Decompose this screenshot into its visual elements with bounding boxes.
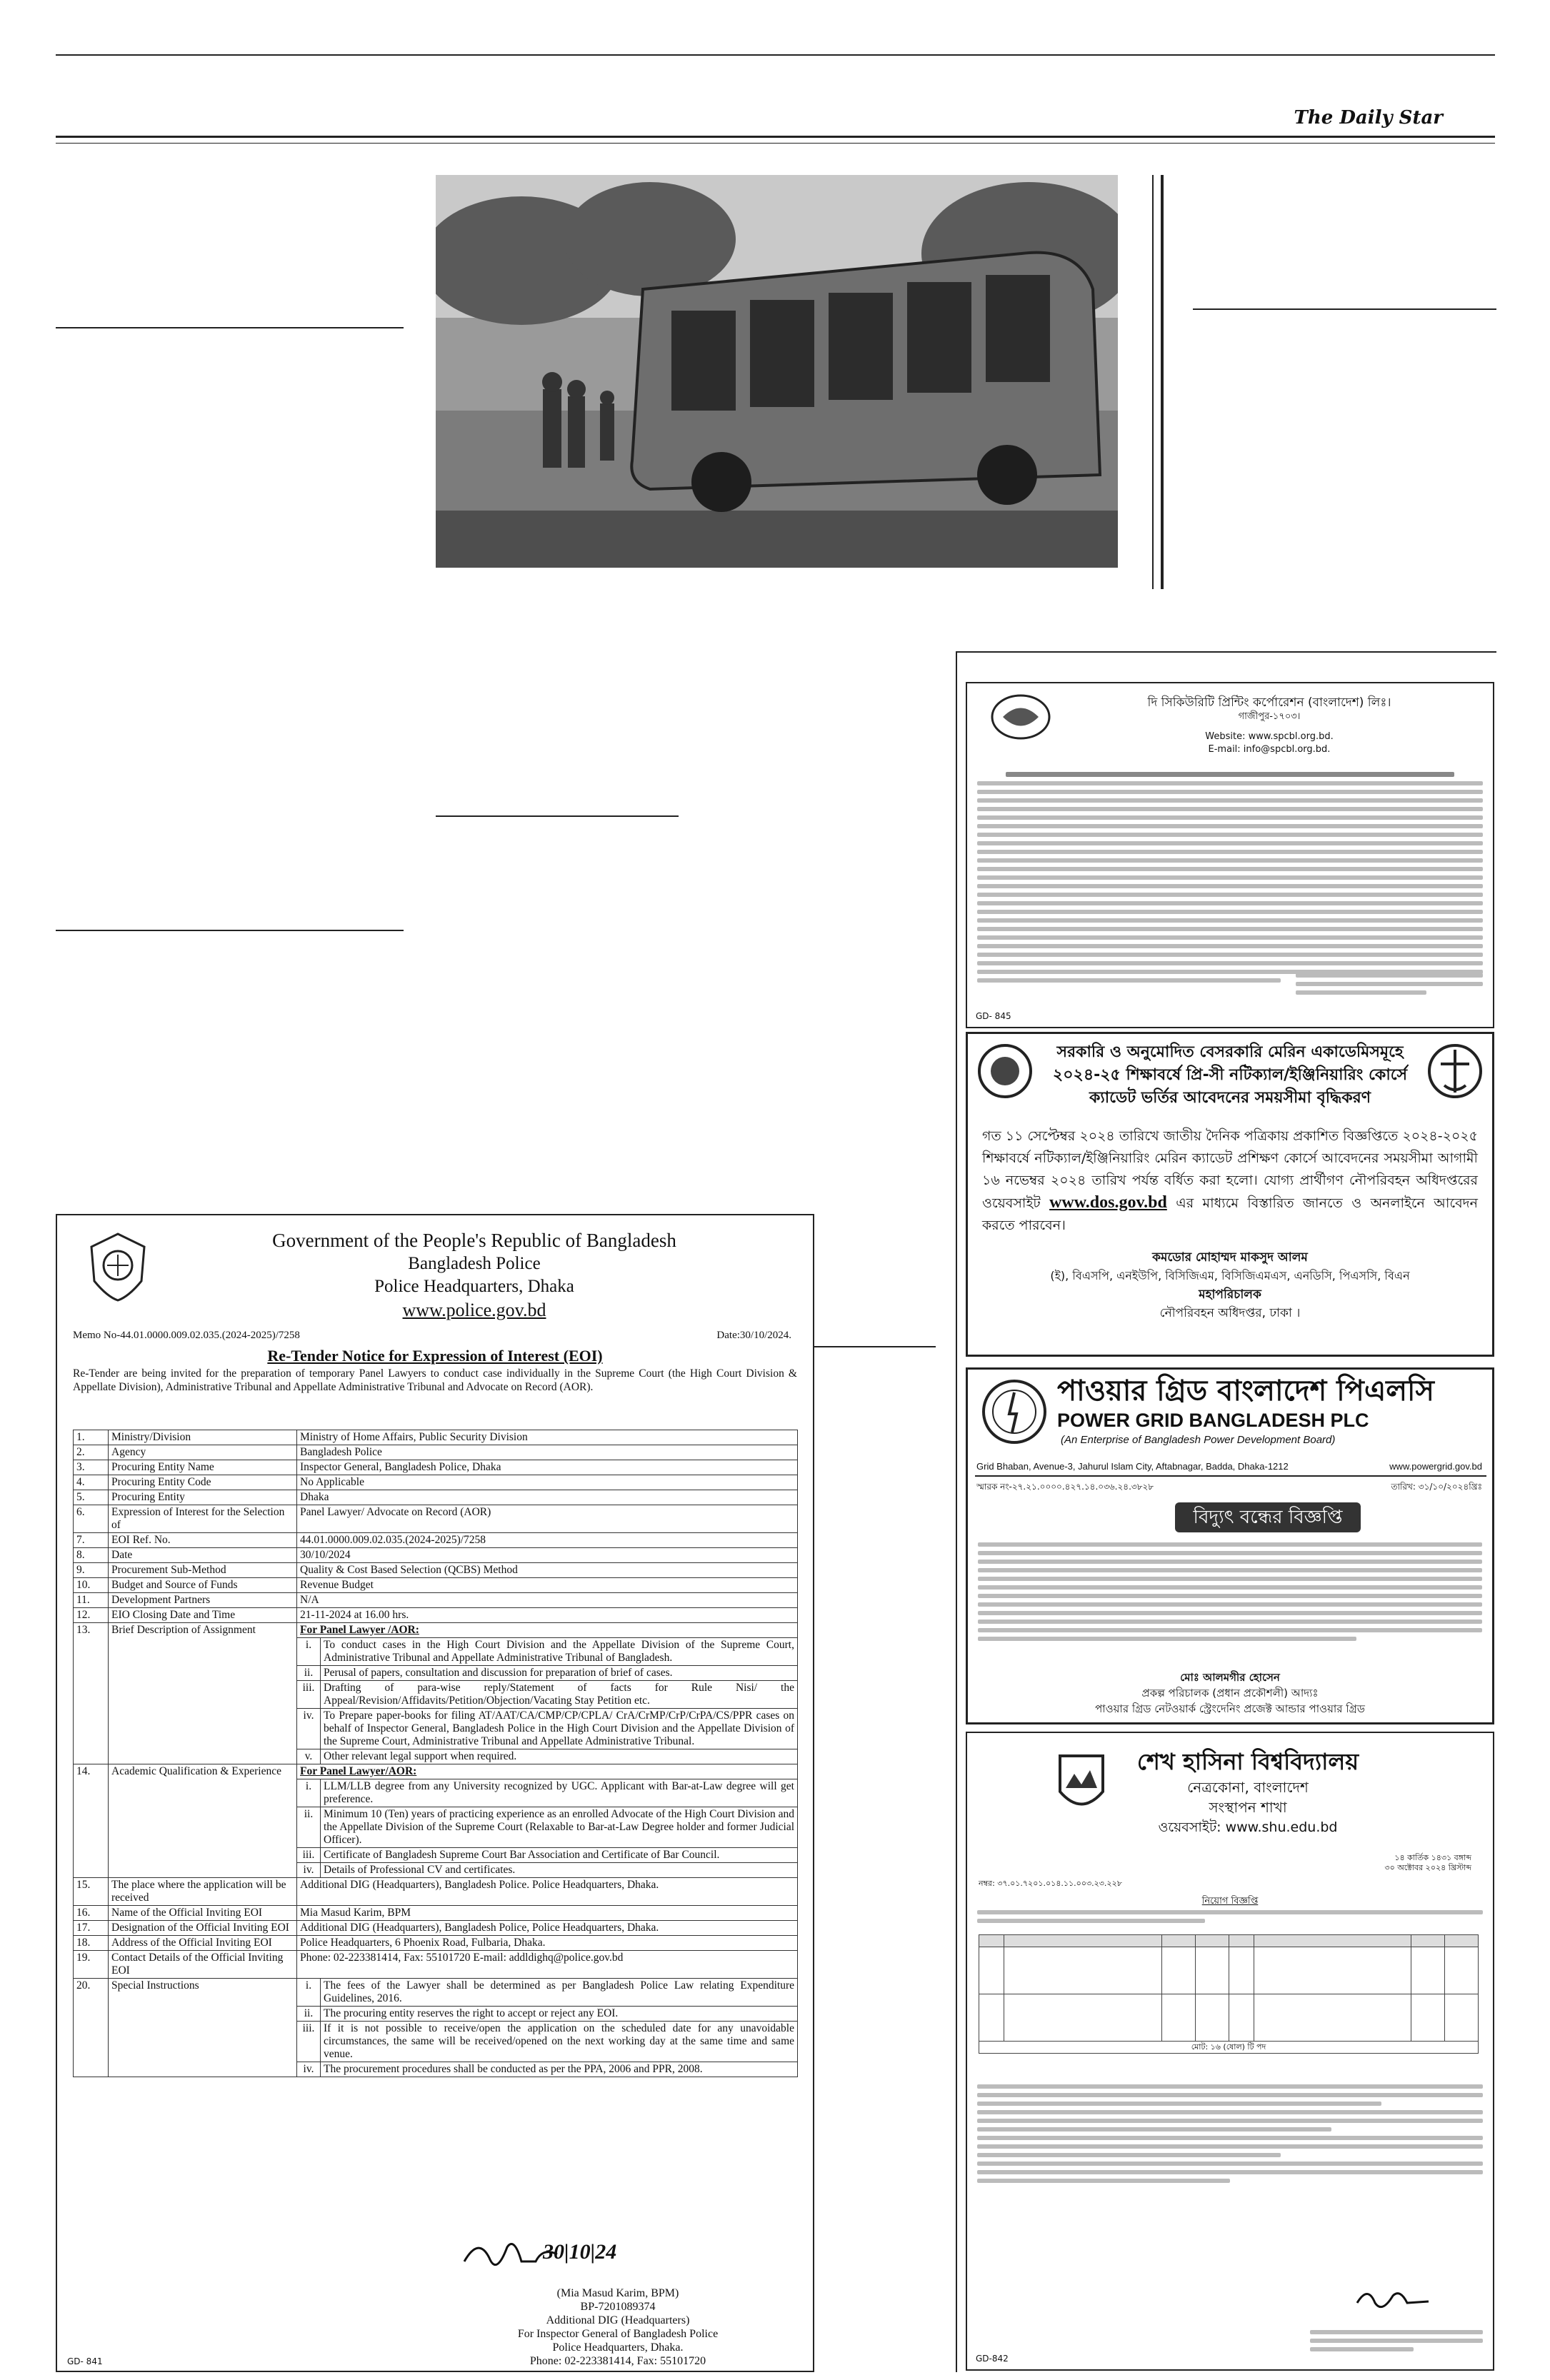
pgcb-sig-name: মোঃ আলমগীর হোসেন	[1180, 1671, 1280, 1684]
eoi-row-label: EOI Ref. No.	[109, 1533, 297, 1548]
eoi-item-index: i.	[297, 1779, 321, 1807]
shu-intro-text	[977, 1906, 1483, 1927]
eoi-row-number: 8.	[74, 1548, 109, 1563]
eoi-item-text: Other relevant legal support when required.	[321, 1749, 798, 1764]
eoi-row-value: 44.01.0000.009.02.035.(2024-2025)/7258	[297, 1533, 798, 1548]
shu-section: সংস্থাপন শাখা	[1209, 1799, 1287, 1816]
eoi-row-number: 15.	[74, 1878, 109, 1906]
eoi-row	[74, 1578, 798, 1593]
eoi-item-index: ii.	[297, 1666, 321, 1681]
eoi-row-label: Procuring Entity Code	[109, 1475, 297, 1490]
eoi-item-index: iii.	[297, 1681, 321, 1709]
eoi-website[interactable]: www.police.gov.bd	[402, 1300, 546, 1320]
spcbl-website[interactable]: Website: www.spcbl.org.bd.	[1205, 731, 1334, 742]
shu-advertisement	[966, 1732, 1494, 2371]
eoi-intro: Re-Tender are being invited for the preparation of temporary Panel Lawyers to conduct case individually in the Supreme Court (the High Court Division & Appellate Division), Administrative Tribunal and Appellate Administrative Tribunal and Advocate on Record (AOR).	[73, 1367, 797, 1393]
eoi-row-value: Panel Lawyer/ Advocate on Record (AOR)	[297, 1505, 798, 1533]
eoi-row-number: 20.	[74, 1979, 109, 2077]
eoi-row-label: Expression of Interest for the Selection of	[109, 1505, 297, 1533]
eoi-row	[74, 1548, 798, 1563]
signer-name: (Mia Masud Karim, BPM)	[556, 2287, 679, 2299]
eoi-row-label: Procuring Entity Name	[109, 1460, 297, 1475]
eoi-row	[74, 1445, 798, 1460]
signature-date: 30|10|24	[543, 2240, 617, 2264]
eoi-memo: Memo No-44.01.0000.009.02.035.(2024-2025)/7258	[73, 1330, 300, 1341]
shu-signer-text	[1310, 2326, 1483, 2356]
signer-phone: Phone: 02-223381414, Fax: 55101720	[529, 2355, 706, 2367]
eoi-row-label: Brief Description of Assignment	[109, 1623, 297, 1764]
eoi-item-text: The procurement procedures shall be conducted as per the PPA, 2006 and PPR, 2008.	[321, 2062, 798, 2077]
spcbl-email[interactable]: E-mail: info@spcbl.org.bd.	[1208, 744, 1331, 755]
eoi-row	[74, 1563, 798, 1578]
eoi-row-value: Phone: 02-223381414, Fax: 55101720 E-mail: addldighq@police.gov.bd	[297, 1951, 798, 1979]
eoi-item-index: iii.	[297, 2022, 321, 2062]
shu-logo	[1053, 1749, 1110, 1820]
eoi-row-value: Bangladesh Police	[297, 1445, 798, 1460]
eoi-row-value: No Applicable	[297, 1475, 798, 1490]
eoi-row	[74, 1490, 798, 1505]
eoi-row-number: 18.	[74, 1936, 109, 1951]
shu-gd-code: GD-842	[976, 2354, 1009, 2364]
eoi-row	[74, 1623, 798, 1638]
eoi-row-label: Agency	[109, 1445, 297, 1460]
eoi-row-label: Name of the Official Inviting EOI	[109, 1906, 297, 1921]
pgcb-banner: বিদ্যুৎ বন্ধের বিজ্ঞপ্তি	[1175, 1502, 1361, 1532]
shu-date-bn: ১৪ কার্তিক ১৪৩১ বঙ্গাব্দ	[1394, 1853, 1471, 1862]
shu-date-en: ৩০ অক্টোবর ২০২৪ খ্রিস্টাব্দ	[1384, 1863, 1471, 1872]
eoi-gd-code: GD- 841	[67, 2356, 103, 2366]
pgcb-address-rule	[975, 1475, 1486, 1477]
pgcb-body-text	[978, 1538, 1482, 1645]
eoi-row	[74, 1608, 798, 1623]
marine-sig-cred: (ই), বিএসপি, এনইউপি, বিসিজিএম, বিসিজিএমএস, এনডিসি, পিএসসি, বিএন	[1050, 1269, 1410, 1282]
eoi-row-number: 16.	[74, 1906, 109, 1921]
eoi-row-head: For Panel Lawyer /AOR:	[297, 1623, 798, 1638]
marine-line3: ক্যাডেট ভর্তির আবেদনের সময়সীমা বৃদ্ধিকরণ	[1089, 1089, 1371, 1107]
eoi-subrow	[74, 1979, 798, 2007]
vertical-rule-right-2	[1152, 175, 1154, 589]
spcbl-gd-code: GD- 845	[976, 1011, 1011, 1021]
pgcb-tagline: (An Enterprise of Bangladesh Power Development Board)	[1061, 1434, 1336, 1446]
eoi-row-label: Ministry/Division	[109, 1430, 297, 1445]
eoi-item-index: ii.	[297, 2007, 321, 2022]
eoi-item-index: iv.	[297, 1709, 321, 1749]
eoi-table	[73, 1430, 798, 2077]
eoi-row-value: 21-11-2024 at 16.00 hrs.	[297, 1608, 798, 1623]
shu-place: নেত্রকোনা, বাংলাদেশ	[1187, 1779, 1309, 1796]
spcbl-signature-block	[1296, 969, 1483, 999]
eoi-row	[74, 1764, 798, 1779]
pgcb-memo: স্মারক নং-২৭.২১.০০০০.৪২৭.১৪.০৩৬.২৪.৩৮২৮	[976, 1482, 1154, 1492]
eoi-advertisement	[56, 1214, 814, 2372]
pgcb-web[interactable]: www.powergrid.gov.bd	[1389, 1461, 1482, 1472]
pgcb-en-name: POWER GRID BANGLADESH PLC	[1057, 1410, 1369, 1431]
masthead-rule-1	[56, 136, 1495, 138]
marine-body: গত ১১ সেপ্টেম্বর ২০২৪ তারিখে জাতীয় দৈনিক পত্রিকায় প্রকাশিত বিজ্ঞপ্তিতে ২০২৪-২০২৫ শিক্ষাবর্ষে নটিক্যাল/ইঞ্জিনিয়ারিং মেরিন ক্যাডেট প্রশিক্ষণ কোর্সে আবেদনের সময়সীমা আগামী ১৬ নভেম্বর ২০২৪ তারিখ পর্যন্ত বর্ধিত করা হলো। যোগ্য প্রার্থীগণ নৌপরিবহন অধিদপ্তরের ওয়েবসাইট	[982, 1128, 1478, 1211]
eoi-gov-title: Government of the People's Republic of Bangladesh	[272, 1230, 676, 1251]
eoi-row	[74, 1475, 798, 1490]
eoi-row	[74, 1460, 798, 1475]
eoi-row-number: 3.	[74, 1460, 109, 1475]
eoi-row-value: Inspector General, Bangladesh Police, Dhaka	[297, 1460, 798, 1475]
eoi-item-index: ii.	[297, 1807, 321, 1848]
eoi-item-text: Minimum 10 (Ten) years of practicing experience as an enrolled Advocate of the High Court Division and the Appellate Division of the Supreme Court (Relaxable to Bar-at-Law Degree holder and former Judicial Officer).	[321, 1807, 798, 1848]
signer-for: For Inspector General of Bangladesh Police	[517, 2328, 719, 2340]
eoi-row-label: Designation of the Official Inviting EOI	[109, 1921, 297, 1936]
eoi-row	[74, 1936, 798, 1951]
pgcb-advertisement	[966, 1367, 1494, 1724]
eoi-row	[74, 1951, 798, 1979]
pgcb-date: তারিখ: ৩১/১০/২০২৪খ্রিঃ	[1391, 1482, 1482, 1492]
eoi-row	[74, 1533, 798, 1548]
eoi-item-text: If it is not possible to receive/open the application on the scheduled date for any unavoidable circumstances, the same will be received/opened on the next working day at the same time and same venue.	[321, 2022, 798, 2062]
eoi-item-text: To Prepare paper-books for filing AT/AAT/CA/CMP/CP/CPLA/ CrA/CrMP/CrP/CrPA/CS/PPR cases on behalf of Inspector General, Bangladesh Police in the High Court Division and the Appellate Division of the Supreme Court, Administrative Tribunal and Appellate Administrative Tribunal.	[321, 1709, 798, 1749]
eoi-row-number: 6.	[74, 1505, 109, 1533]
signer-bp: BP-7201089374	[580, 2301, 656, 2313]
eoi-row-number: 4.	[74, 1475, 109, 1490]
eoi-row	[74, 1593, 798, 1608]
eoi-item-text: To conduct cases in the High Court Division and the Appellate Division of the Supreme Court, Administrative Tribunal and Appellate Administrative Tribunal of Bangladesh.	[321, 1638, 798, 1666]
column-rule-mid	[436, 815, 679, 817]
eoi-item-index: v.	[297, 1749, 321, 1764]
eoi-row-value: Ministry of Home Affairs, Public Security Division	[297, 1430, 798, 1445]
eoi-police: Bangladesh Police	[408, 1254, 541, 1273]
signer-designation: Additional DIG (Headquarters)	[546, 2314, 690, 2326]
eoi-row	[74, 1878, 798, 1906]
shu-signature	[1350, 2281, 1436, 2317]
eoi-hq: Police Headquarters, Dhaka	[374, 1277, 574, 1296]
eoi-row-number: 7.	[74, 1533, 109, 1548]
marine-advertisement	[966, 1032, 1494, 1357]
eoi-row-number: 9.	[74, 1563, 109, 1578]
vertical-rule-ad	[956, 651, 957, 2372]
eoi-row-number: 14.	[74, 1764, 109, 1878]
eoi-row-value: Dhaka	[297, 1490, 798, 1505]
eoi-row-label: Address of the Official Inviting EOI	[109, 1936, 297, 1951]
eoi-item-index: iv.	[297, 2062, 321, 2077]
eoi-row-number: 11.	[74, 1593, 109, 1608]
eoi-item-text: The procuring entity reserves the right to accept or reject any EOI.	[321, 2007, 798, 2022]
eoi-row-number: 10.	[74, 1578, 109, 1593]
shu-conditions-text	[977, 2080, 1483, 2187]
eoi-row-value: N/A	[297, 1593, 798, 1608]
signer-place: Police Headquarters, Dhaka.	[552, 2341, 684, 2354]
spcbl-name: দি সিকিউরিটি প্রিন্টিং কর্পোরেশন (বাংলাদেশ) লিঃ।	[1147, 696, 1391, 710]
marine-line1: সরকারি ও অনুমোদিত বেসরকারি মেরিন একাডেমিসমূহে	[1056, 1043, 1404, 1061]
eoi-row-label: Academic Qualification & Experience	[109, 1764, 297, 1878]
marine-line2: ২০২৪-২৫ শিক্ষাবর্ষে প্রি-সী নটিক্যাল/ইঞ্জিনিয়ারিং কোর্সে	[1052, 1066, 1408, 1084]
eoi-row-value: Revenue Budget	[297, 1578, 798, 1593]
eoi-row-label: Procurement Sub-Method	[109, 1563, 297, 1578]
eoi-row-label: The place where the application will be received	[109, 1878, 297, 1906]
eoi-row-label: Procuring Entity	[109, 1490, 297, 1505]
eoi-row-number: 17.	[74, 1921, 109, 1936]
dos-logo	[1426, 1043, 1484, 1100]
eoi-row-label: Development Partners	[109, 1593, 297, 1608]
shu-memo: নম্বর: ৩৭.০১.৭২০১.০১৪.১১.০০৩.২৩.২২৮	[979, 1879, 1122, 1888]
masthead-rule-2	[56, 143, 1495, 144]
marine-site-link[interactable]: www.dos.gov.bd	[1049, 1193, 1167, 1212]
eoi-row-label: EIO Closing Date and Time	[109, 1608, 297, 1623]
eoi-row-head: For Panel Lawyer/AOR:	[297, 1764, 798, 1779]
shu-name: শেখ হাসিনা বিশ্ববিদ্যালয়	[1136, 1748, 1359, 1775]
eoi-row-value: Additional DIG (Headquarters), Bangladesh Police. Police Headquarters, Dhaka.	[297, 1878, 798, 1906]
eoi-row	[74, 1906, 798, 1921]
spcbl-advertisement	[966, 682, 1494, 1028]
eoi-item-text: Details of Professional CV and certificates.	[321, 1863, 798, 1878]
eoi-row-number: 13.	[74, 1623, 109, 1764]
eoi-row-number: 19.	[74, 1951, 109, 1979]
eoi-row	[74, 1430, 798, 1445]
eoi-row-label: Contact Details of the Official Inviting EOI	[109, 1951, 297, 1979]
eoi-row-label: Special Instructions	[109, 1979, 297, 2077]
eoi-row-value: Quality & Cost Based Selection (QCBS) Method	[297, 1563, 798, 1578]
pgcb-sig-title: প্রকল্প পরিচালক (প্রধান প্রকৌশলী) আদ্যঃ	[1141, 1687, 1319, 1699]
govt-logo	[976, 1043, 1034, 1100]
shu-post-table	[979, 1934, 1479, 2054]
eoi-row-number: 1.	[74, 1430, 109, 1445]
eoi-item-text: LLM/LLB degree from any University recognized by UGC. Applicant with Bar-at-Law degree will get preference.	[321, 1779, 798, 1807]
eoi-item-text: Perusal of papers, consultation and discussion for preparation of brief of cases.	[321, 1666, 798, 1681]
pgcb-logo	[981, 1378, 1049, 1446]
eoi-item-index: iii.	[297, 1848, 321, 1863]
eoi-item-text: The fees of the Lawyer shall be determined as per Bangladesh Police Law relating Expenditure Guidelines, 2016.	[321, 1979, 798, 2007]
marine-sig-name: কমডোর মোহাম্মদ মাকসুদ আলম	[1152, 1250, 1308, 1265]
eoi-row	[74, 1921, 798, 1936]
eoi-row-number: 5.	[74, 1490, 109, 1505]
shu-web[interactable]: ওয়েবসাইট: www.shu.edu.bd	[1158, 1819, 1338, 1835]
eoi-row-value: Additional DIG (Headquarters), Bangladesh Police, Police Headquarters, Dhaka.	[297, 1921, 798, 1936]
vertical-rule-right	[1161, 175, 1164, 589]
shu-total-posts: মোট: ১৬ (ষোল) টি পদ	[979, 2042, 1479, 2054]
column-rule-right-top	[956, 651, 1496, 653]
pgcb-address: Grid Bhaban, Avenue-3, Jahurul Islam City, Aftabnagar, Badda, Dhaka-1212	[976, 1461, 1289, 1472]
eoi-row-value: Mia Masud Karim, BPM	[297, 1906, 798, 1921]
top-rule	[56, 54, 1495, 56]
eoi-item-index: i.	[297, 1979, 321, 2007]
eoi-row-number: 2.	[74, 1445, 109, 1460]
eoi-row-value: 30/10/2024	[297, 1548, 798, 1563]
police-emblem	[86, 1231, 150, 1302]
eoi-row-value: Police Headquarters, 6 Phoenix Road, Fulbaria, Dhaka.	[297, 1936, 798, 1951]
eoi-row-label: Budget and Source of Funds	[109, 1578, 297, 1593]
eoi-item-text: Certificate of Bangladesh Supreme Court Bar Association and Certificate of Bar Council.	[321, 1848, 798, 1863]
marine-sig-org: নৌপরিবহন অধিদপ্তর, ঢাকা ।	[1159, 1306, 1301, 1320]
eoi-row-label: Date	[109, 1548, 297, 1563]
eoi-row-number: 12.	[74, 1608, 109, 1623]
paper-name: The Daily Star	[1294, 107, 1443, 129]
column-rule-left	[56, 327, 404, 328]
spcbl-place: গাজীপুর-১৭০৩।	[1238, 711, 1301, 722]
spcbl-logo	[989, 692, 1053, 742]
eoi-date: Date:30/10/2024.	[716, 1330, 791, 1341]
eoi-item-text: Drafting of para-wise reply/Statement of facts for Rule Nisi/ the Appeal/Revision/Affidavits/Petition/Objection/Vacating Stay Petition etc.	[321, 1681, 798, 1709]
burnt-bus-photo	[436, 175, 1118, 568]
marine-body2: এর মাধ্যমে বিস্তারিত জানতে ও অনলাইনে আবেদন করতে পারবেন।	[982, 1195, 1478, 1233]
eoi-notice-title: Re-Tender Notice for Expression of Interest (EOI)	[267, 1347, 603, 1365]
marine-sig-title: মহাপরিচালক	[1199, 1287, 1261, 1302]
spcbl-body-text	[977, 768, 1483, 987]
pgcb-sig-org: পাওয়ার গ্রিড নেটওয়ার্ক স্ট্রেংদেনিং প্রজেক্ট আন্ডার পাওয়ার গ্রিড	[1095, 1702, 1365, 1715]
eoi-row	[74, 1505, 798, 1533]
eoi-item-index: iv.	[297, 1863, 321, 1878]
column-rule-right	[1193, 308, 1496, 310]
pgcb-bn-name: পাওয়ার গ্রিড বাংলাদেশ পিএলসি	[1057, 1375, 1434, 1407]
column-rule-left-2	[56, 930, 404, 931]
shu-notice-title: নিয়োগ বিজ্ঞপ্তি	[1201, 1896, 1259, 1907]
eoi-item-index: i.	[297, 1638, 321, 1666]
